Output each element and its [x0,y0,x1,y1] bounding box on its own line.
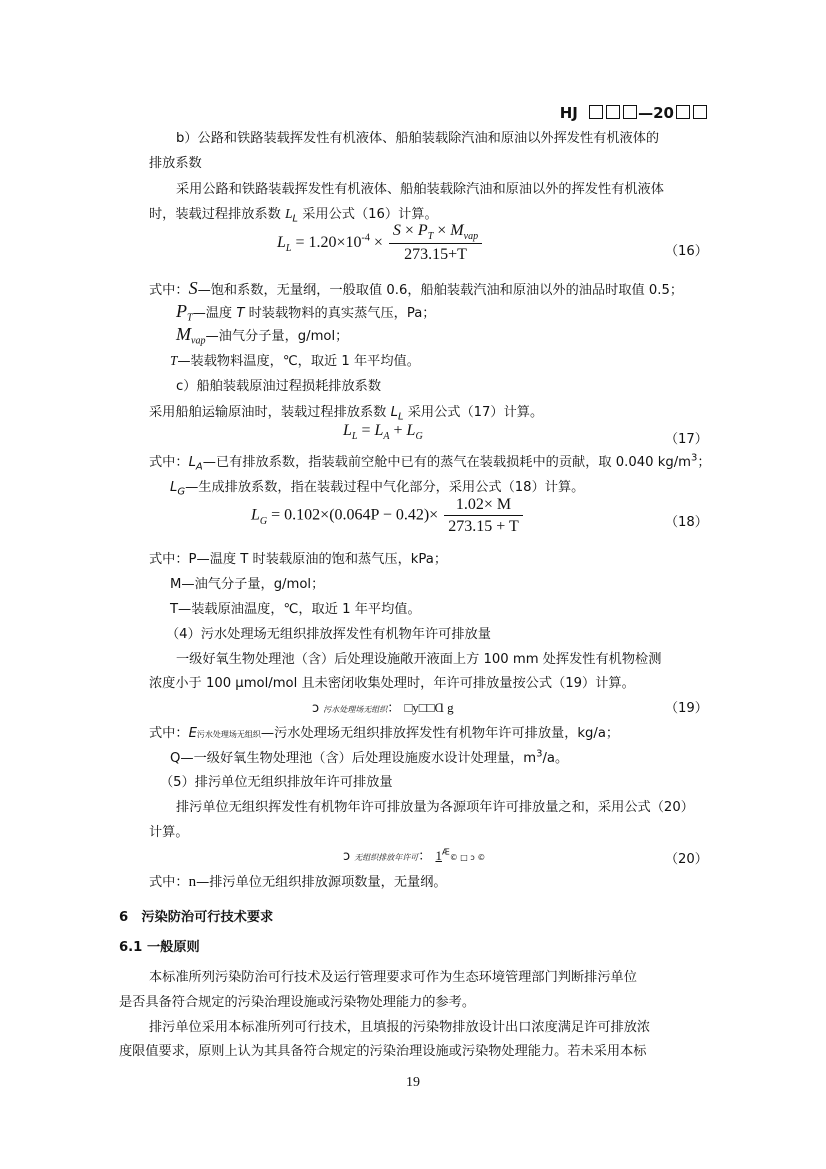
para-5-line1: 排污单位无组织挥发性有机物年许可排放量为各源项年许可排放量之和，采用公式（20） [176,800,694,815]
formula-18-number: （18） [664,515,708,530]
para-5-line2: 计算。 [149,825,189,840]
para-6-1-line3: 排污单位采用本标准所列可行技术，且填报的污染物排放设计出口浓度满足许可排放浓 [149,1020,651,1035]
para-4-line1: 一级好氧生物处理池（含）后处理设施敞开液面上方 100 mm 处挥发性有机物检测 [176,652,662,667]
formula-18-fraction: $\frac{1.02\times M}{273.15 + T}$ [444,496,523,536]
definition-T2: T—装载原油温度，℃，取近 1 年平均值。 [170,602,421,617]
formula-18: $L_G = 0.102\times(0.064P - 0.42)\times$ $\frac{1.02\times M}{273.15 + T}$ [251,496,525,536]
subsection-5-heading: （5）排污单位无组织排放年许可排放量 [160,775,393,790]
para-4-line2: 浓度小于 100 μmol/mol 且未密闭收集处理时，年许可排放量按公式（19）计算。 [149,676,635,691]
formula-19: ɔ 污水处理场无组织： □y□□Ɑ g [312,700,454,716]
definition-LA: 式中：$L_A—$已有排放系数，指装载前空舱中已有的蒸气在装载损耗中的贡献，取 0.040 $kg/m^3$； [149,452,711,473]
definition-T: T—装载物料温度，℃，取近 1 年平均值。 [170,353,420,369]
formula-16: $L_L = 1.20\times 10^{-4}$ × $\frac{S \times P_T \times M_{vap}}{273.15+T}$ [277,222,484,264]
para-6-1-line4: 度限值要求，原则上认为其具备符合规定的污染治理设施或污染物处理能力。若未采用本标 [119,1044,647,1059]
definition-n: 式中：n—排污单位无组织排放源项数量，无量纲。 [149,874,447,890]
section-6-heading: 6 污染防治可行技术要求 [119,910,274,925]
definition-Q: Q—一级好氧生物处理池（含）后处理设施废水设计处理量，$m^3/a$。 [170,748,569,766]
subsection-4-heading: （4）污水处理场无组织排放挥发性有机物年许可排放量 [166,627,491,642]
year-prefix: —20 [638,104,674,122]
definition-E: 式中：E污水处理场无组织—污水处理场无组织排放挥发性有机物年许可排放量，kg/a； [149,726,620,741]
definition-M: M—油气分子量，g/mol； [170,577,325,592]
formula-16-number: （16） [664,244,708,259]
definition-LG: $L_G—$生成排放系数，指在装载过程中气化部分，采用公式（18）计算。 [170,480,585,498]
year-placeholder [674,104,708,122]
subsection-c-heading: c）船舶装载原油过程损耗排放系数 [176,379,382,394]
formula-16-fraction: $\frac{S \times P_T \times M_{vap}}{273.15+T}$ [389,222,482,264]
page-number: 19 [406,1075,420,1090]
subsection-b-line1: b）公路和铁路装载挥发性有机液体、船舶装载除汽油和原油以外挥发性有机液体的 [176,131,660,146]
definition-PT: $P_T—$温度 T 时装载物料的真实蒸气压，Pa； [176,301,436,324]
formula-20-number: （20） [664,852,708,867]
para-c: 采用船舶运输原油时，装载过程排放系数 $L_L$ 采用公式（17）计算。 [149,405,544,423]
definition-P: 式中：P—温度 T 时装载原油的饱和蒸气压，kPa； [149,552,448,567]
standard-number-placeholder [587,104,638,122]
definition-Mvap: $M_{vap}—$油气分子量，g/mol； [176,324,349,347]
para-b-line1: 采用公路和铁路装载挥发性有机液体、船舶装载除汽油和原油以外的挥发性有机液体 [176,182,664,197]
subsection-b-line2: 排放系数 [149,156,202,171]
para-6-1-line1: 本标准所列污染防治可行技术及运行管理要求可作为生态环境管理部门判断排污单位 [149,970,637,985]
formula-19-number: （19） [664,701,708,716]
formula-20: ɔ 无组织排放年许可： $1^Æ©$ □ ɔ © [343,847,486,864]
para-b-line2: 时，装载过程排放系数 $L_L$ 采用公式（16）计算。 [149,206,438,225]
page-header [560,104,708,122]
definition-S: 式中：S—饱和系数，无量纲，一般取值 0.6，船舶装载汽油和原油以外的油品时取值 0.5； [149,278,684,298]
standard-prefix: HJ [559,104,578,122]
formula-17: $L_L = L_A + L_G$ [343,422,423,443]
formula-17-number: （17） [664,432,708,447]
section-6-1-heading: 6.1 一般原则 [119,940,200,955]
para-6-1-line2: 是否具备符合规定的污染治理设施或污染物处理能力的参考。 [119,995,476,1010]
